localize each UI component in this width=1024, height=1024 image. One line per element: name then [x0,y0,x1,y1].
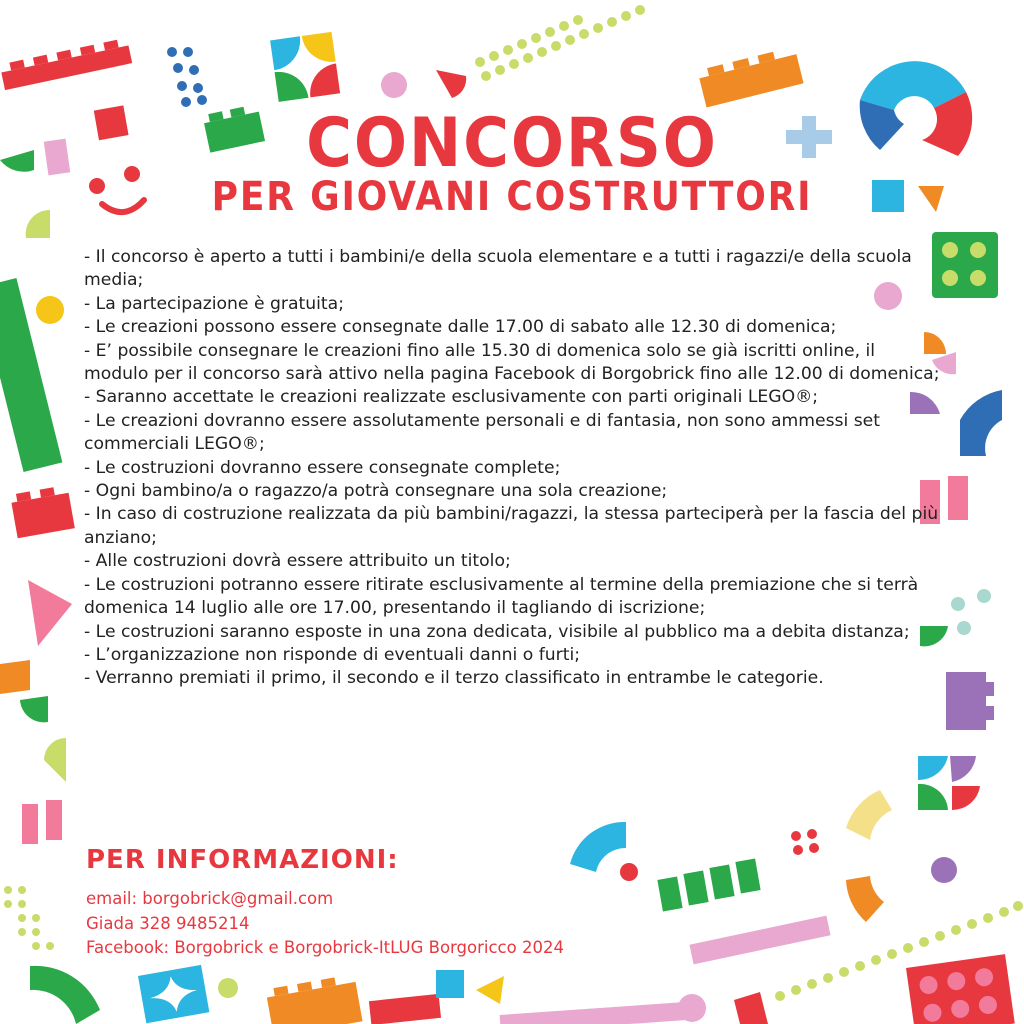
stud-dots-icon [167,47,207,107]
rule-item: - Alle costruzioni dovrà essere attribuito un titolo; [84,551,511,572]
page-subtitle: PER GIOVANI COSTRUTTORI [211,174,813,220]
rule-item: - Le costruzioni potranno essere ritirate esclusivamente al termine della premiazione che si terrà domenica 14 luglio alle ore 17.00, presentando il tagliando di iscrizione; [84,574,919,619]
rule-item: - In caso di costruzione realizzata da più bambini/ragazzi, la stessa parteciperà per la fascia del più anziano; [84,504,939,548]
contact-info [86,887,564,961]
quarter-circles-icon [270,32,340,102]
contact-facebook[interactable]: Facebook: Borgobrick e Borgobrick-ItLUG Borgoricco 2024 [86,938,564,957]
info-heading: PER INFORMAZIONI: [86,845,399,875]
contact-email[interactable]: email: borgobrick@gmail.com [86,889,334,908]
rule-item: - Saranno accettate le creazioni realizzate esclusivamente con parti originali LEGO®; [84,387,819,408]
lego-brick-icon [0,38,132,90]
rule-item: - Le creazioni possono essere consegnate dalle 17.00 di sabato alle 12.30 di domenica; [84,317,837,338]
rule-item: - Le costruzioni saranno esposte in una zona dedicata, visibile al pubblico ma a debita distanza; [84,621,910,642]
rule-item: - Ogni bambino/a o ragazzo/a potrà consegnare una sola creazione; [84,481,668,502]
rule-item: - E’ possibile consegnare le creazioni fino alle 15.30 di domenica solo se già iscritti online, il modulo per il concorso sarà attivo nella pagina Facebook di Borgobrick fino alle 12.00 di domenica; [84,340,940,385]
rules-list [84,246,944,691]
rule-item: - Verranno premiati il primo, il secondo e il terzo classificato in entrambe le categorie. [84,668,824,689]
rule-item: - La partecipazione è gratuita; [84,293,344,314]
rule-item: - Le costruzioni dovranno essere consegnate complete; [84,457,561,478]
contact-phone[interactable]: Giada 328 9485214 [86,913,250,933]
rule-item: - L’organizzazione non risponde di eventuali danni o furti; [84,644,581,665]
page-title: CONCORSO [306,104,718,183]
rule-item: - Il concorso è aperto a tutti i bambini/e della scuola elementare e a tutti i ragazzi/e della scuola media; [84,247,912,291]
rule-item: - Le creazioni dovranno essere assolutamente personali e di fantasia, non sono ammessi set commerciali LEGO®; [84,410,880,455]
